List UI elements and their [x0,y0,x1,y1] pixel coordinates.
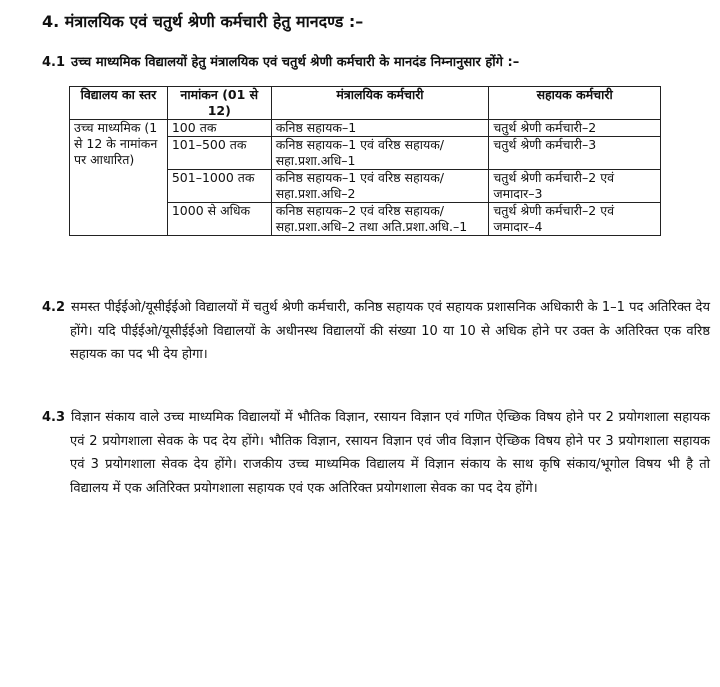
section-4-1 [42,52,682,70]
section-heading: 4. मंत्रालयिक एवं चतुर्थ श्रेणी कर्मचारी हेतु मानदण्ड :– [42,12,364,31]
enrolment-cell: 101–500 तक [167,137,271,170]
support-cell: चतुर्थ श्रेणी कर्मचारी–3 [489,137,661,170]
section-4-2-text: समस्त पीईईओ/यूसीईईओ विद्यालयों में चतुर्थ श्रेणी कर्मचारी, कनिष्ठ सहायक एवं सहायक प्रशासनिक अधिकारी के 1–1 पद अतिरिक्त देय होंगे। यदि पीईईओ/यूसीईईओ विद्यालयों के अधीनस्थ विद्यालयों की संख्या 10 या 10 से अधिक होने पर उक्त के अतिरिक्त एक वरिष्ठ सहायक का पद भी देय होगा। [70,300,710,362]
section-4-1-text: उच्च माध्यमिक विद्यालयों हेतु मंत्रालयिक एवं चतुर्थ श्रेणी कर्मचारी के मानदंड निम्नानुसार होंगे :– [71,55,520,70]
staffing-norms-table [69,86,661,236]
table-row [70,120,661,137]
support-cell: चतुर्थ श्रेणी कर्मचारी–2 एवं जमादार–4 [489,203,661,236]
header-school-level: विद्यालय का स्तर [70,87,168,120]
enrolment-cell: 1000 से अधिक [167,203,271,236]
support-cell: चतुर्थ श्रेणी कर्मचारी–2 एवं जमादार–3 [489,170,661,203]
table-header-row [70,87,661,120]
header-ministerial-staff: मंत्रालयिक कर्मचारी [271,87,489,120]
section-4-3-text: विज्ञान संकाय वाले उच्च माध्यमिक विद्यालयों में भौतिक विज्ञान, रसायन विज्ञान एवं गणित ऐच्छिक विषय होने पर 2 प्रयोगशाला सहायक एवं 2 प्रयोगशाला सेवक के पद देय होंगे। भौतिक विज्ञान, रसायन विज्ञान एवं जीव विज्ञान ऐच्छिक विषय होने पर 3 प्रयोगशाला सहायक एवं 3 प्रयोगशाला सेवक देय होंगे। राजकीय उच्च माध्यमिक विद्यालय में विज्ञान संकाय के साथ कृषि संकाय/भूगोल विषय भी है तो विद्यालय में एक अतिरिक्त प्रयोगशाला सहायक एवं एक अतिरिक्त प्रयोगशाला सेवक का पद देय होंगे। [70,410,710,496]
ministerial-cell: कनिष्ठ सहायक–1 एवं वरिष्ठ सहायक/सहा.प्रशा.अधि–1 [271,137,489,170]
school-level-cell: उच्च माध्यमिक (1 से 12 के नामांकन पर आधारित) [70,120,168,236]
ministerial-cell: कनिष्ठ सहायक–2 एवं वरिष्ठ सहायक/सहा.प्रशा.अधि–2 तथा अति.प्रशा.अधि.–1 [271,203,489,236]
ministerial-cell: कनिष्ठ सहायक–1 एवं वरिष्ठ सहायक/सहा.प्रशा.अधि–2 [271,170,489,203]
enrolment-cell: 501–1000 तक [167,170,271,203]
support-cell: चतुर्थ श्रेणी कर्मचारी–2 [489,120,661,137]
section-4-2-number: 4.2 [42,300,66,315]
header-support-staff: सहायक कर्मचारी [489,87,661,120]
section-4-3 [42,406,710,500]
ministerial-cell: कनिष्ठ सहायक–1 [271,120,489,137]
header-enrolment: नामांकन (01 से 12) [167,87,271,120]
section-4-1-number: 4.1 [42,55,66,70]
section-4-2 [42,296,710,367]
enrolment-cell: 100 तक [167,120,271,137]
section-4-3-number: 4.3 [42,410,66,425]
